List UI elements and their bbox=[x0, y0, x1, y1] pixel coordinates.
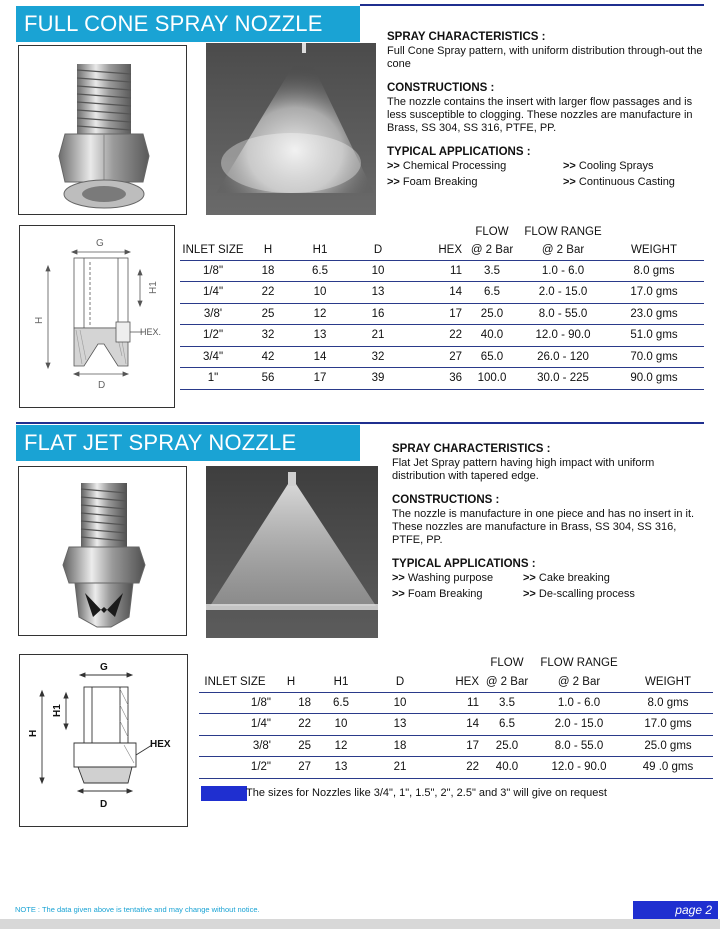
section2-top-rule bbox=[16, 422, 704, 424]
column-header: INLET SIZE bbox=[204, 675, 266, 688]
flow-group-header: FLOW bbox=[490, 657, 524, 669]
flow-range-group-header: FLOW RANGE bbox=[540, 657, 618, 669]
column-header: HEX bbox=[438, 243, 462, 256]
section2-constructions-text: The nozzle is manufacture in one piece and has no insert in it. These nozzles are manufacture in Brass, SS 304, SS 316, PTFE, PP. bbox=[392, 508, 695, 546]
dimension-label-g: G bbox=[96, 238, 104, 249]
section1-constructions-heading: CONSTRUCTIONS : bbox=[387, 82, 495, 94]
application-item: >> Foam Breaking bbox=[387, 176, 478, 188]
section2-constructions-heading: CONSTRUCTIONS : bbox=[392, 494, 500, 506]
dimension-label-d: D bbox=[98, 380, 106, 391]
flat-jet-technical-drawing bbox=[19, 654, 188, 827]
application-item: >> Foam Breaking bbox=[392, 588, 483, 600]
table-row: 3/8' 25 12 16 17 25.0 8.0 - 55.0 23.0 gms bbox=[180, 303, 704, 325]
section1-applications-list bbox=[387, 160, 707, 189]
table-row: 1/2" 27 13 21 22 40.0 12.0 - 90.0 49 .0 gms bbox=[199, 757, 713, 779]
full-cone-technical-drawing bbox=[19, 225, 175, 408]
application-item: >> Cooling Sprays bbox=[563, 160, 654, 172]
section2-applications-heading: TYPICAL APPLICATIONS : bbox=[392, 558, 536, 570]
flow-range-group-header: FLOW RANGE bbox=[524, 226, 602, 238]
table-row: 1/8" 18 6.5 10 11 3.5 1.0 - 6.0 8.0 gms bbox=[199, 692, 713, 714]
footnote: The sizes for Nozzles like 3/4", 1", 1.5", 2", 2.5" and 3" will give on request bbox=[246, 787, 607, 799]
column-header: @ 2 Bar bbox=[557, 675, 601, 688]
column-header: @ 2 Bar bbox=[541, 243, 585, 256]
dimension-label-h: H bbox=[28, 729, 39, 737]
column-header: H bbox=[263, 243, 273, 256]
column-header: @ 2 Bar bbox=[485, 675, 529, 688]
dimension-label-g: G bbox=[100, 662, 108, 673]
page-number: page 2 bbox=[633, 901, 718, 919]
section1-info bbox=[387, 31, 707, 189]
section2-spray-text: Flat Jet Spray pattern having high impact with uniform distribution with tapered edge. bbox=[392, 457, 655, 482]
section2-spray-heading: SPRAY CHARACTERISTICS : bbox=[392, 443, 551, 455]
dimension-label-h1: H1 bbox=[148, 281, 159, 294]
full-cone-nozzle-photo bbox=[18, 45, 187, 215]
application-item: >> De-scalling process bbox=[523, 588, 635, 600]
application-item: >> Washing purpose bbox=[392, 572, 494, 584]
dimension-label-h: H bbox=[34, 316, 45, 324]
table-row: 1/8" 18 6.5 10 11 3.5 1.0 - 6.0 8.0 gms bbox=[180, 260, 704, 282]
column-header: WEIGHT bbox=[645, 675, 691, 688]
bottom-bar bbox=[0, 919, 720, 929]
flat-jet-spec-table bbox=[199, 654, 713, 779]
section1-top-rule bbox=[360, 4, 704, 6]
column-header: D bbox=[395, 675, 405, 688]
dimension-label-hex: HEX bbox=[150, 739, 171, 750]
section1-applications-heading: TYPICAL APPLICATIONS : bbox=[387, 146, 531, 158]
section1-spray-heading: SPRAY CHARACTERISTICS : bbox=[387, 31, 546, 43]
flow-group-header: FLOW bbox=[475, 226, 509, 238]
column-header: @ 2 Bar bbox=[470, 243, 514, 256]
application-item: >> Continuous Casting bbox=[563, 176, 675, 188]
column-header: H1 bbox=[312, 243, 328, 256]
table-row: 1/2" 32 13 21 22 40.0 12.0 - 90.0 51.0 gms bbox=[180, 325, 704, 347]
column-header: INLET SIZE bbox=[182, 243, 244, 256]
flat-jet-nozzle-photo bbox=[18, 466, 187, 636]
full-cone-spec-table bbox=[180, 224, 704, 390]
table-row: 3/4" 42 14 32 27 65.0 26.0 - 120 70.0 gms bbox=[180, 346, 704, 368]
application-item: >> Chemical Processing bbox=[387, 160, 507, 172]
section1-constructions-text: The nozzle contains the insert with larger flow passages and is less susceptible to clogging. These nozzles are manufacture in Brass, SS 304, SS 316, PTFE, PP. bbox=[387, 96, 693, 134]
section2-applications-list bbox=[392, 572, 710, 601]
table-row: 1/4" 22 10 13 14 6.5 2.0 - 15.0 17.0 gms bbox=[180, 282, 704, 304]
section1-spray-text: Full Cone Spray pattern, with uniform distribution through-out the cone bbox=[387, 45, 703, 70]
section2-title: FLAT JET SPRAY NOZZLE bbox=[16, 425, 360, 461]
column-header: H bbox=[286, 675, 296, 688]
column-header: HEX bbox=[455, 675, 479, 688]
table-row: 1/4" 22 10 13 14 6.5 2.0 - 15.0 17.0 gms bbox=[199, 714, 713, 736]
column-header: D bbox=[373, 243, 383, 256]
full-cone-spray-photo bbox=[206, 43, 376, 215]
column-header: H1 bbox=[333, 675, 349, 688]
section2-info bbox=[392, 443, 710, 601]
table-row: 3/8' 25 12 18 17 25.0 8.0 - 55.0 25.0 gms bbox=[199, 735, 713, 757]
section1-title: FULL CONE SPRAY NOZZLE bbox=[16, 6, 360, 42]
table-row: 1" 56 17 39 36 100.0 30.0 - 225 90.0 gms bbox=[180, 368, 704, 390]
column-header: WEIGHT bbox=[631, 243, 677, 256]
dimension-label-hex: HEX. bbox=[140, 327, 162, 337]
footer-note: NOTE : The data given above is tentative and may change without notice. bbox=[15, 905, 260, 914]
footnote-highlight bbox=[201, 786, 247, 801]
flat-jet-spray-photo bbox=[206, 466, 378, 638]
dimension-label-d: D bbox=[100, 799, 108, 810]
dimension-label-h1: H1 bbox=[52, 704, 63, 717]
application-item: >> Cake breaking bbox=[523, 572, 610, 584]
